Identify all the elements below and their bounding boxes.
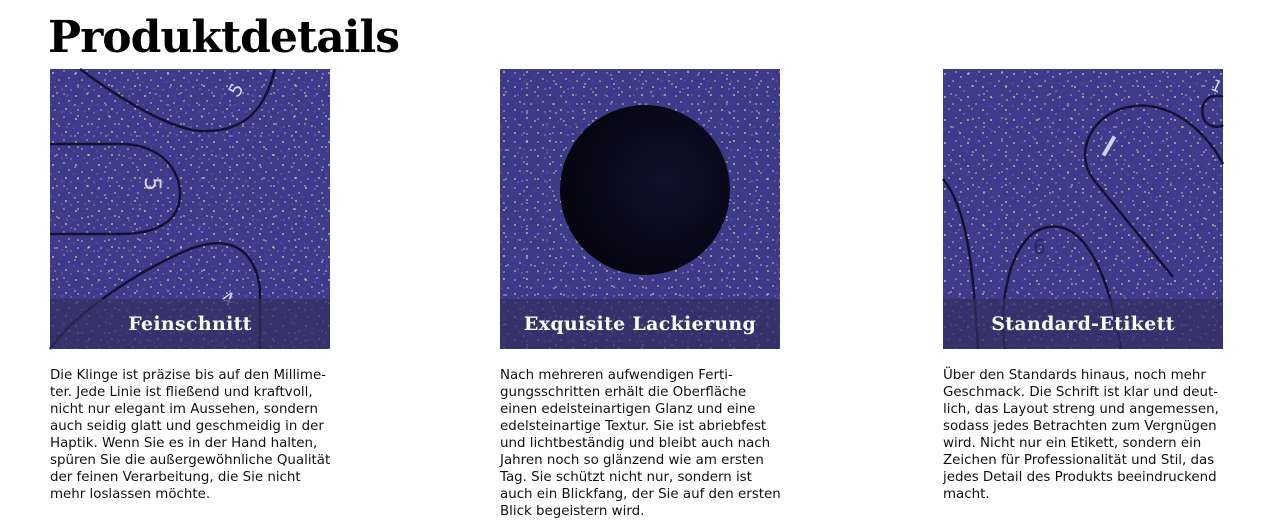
lacquer-caption-bar [500, 299, 780, 349]
fine-cut-caption: Feinschnitt [128, 313, 252, 335]
fine-cut-mark-2: 5 [139, 177, 164, 191]
product-detail-card-label [943, 69, 1226, 503]
label-photo [943, 69, 1226, 349]
lacquer-caption: Exquisite Lackierung [523, 313, 757, 335]
label-mark-2: 6 [1033, 235, 1046, 259]
label-caption-bar [943, 299, 1223, 349]
lacquer-photo [500, 69, 780, 349]
fine-cut-photo [50, 69, 330, 349]
label-mark-1: 1 [1207, 75, 1226, 97]
label-description: Über den Standards hinaus, noch mehr Geschmack. Die Schrift ist klar und deut- lich, das Layout streng und angemessen, sodass jedes Betrachten zum Vergnügen wird. Nicht nur ein Etikett, sondern ein Zeichen für Professionalität und Stil, das jedes Detail des Produkts beeindruckend macht. [943, 368, 1219, 502]
product-detail-card-fine-cut [50, 69, 330, 503]
page-title: Produktdetails [48, 12, 399, 63]
lacquer-description: Nach mehreren aufwendigen Ferti- gungsschritten erhält die Oberfläche einen edelsteinartigen Glanz und eine edelsteinartige Textur. Sie ist abriebfest und lichtbeständig und bleibt auch nach Jahren noch so glänzend wie am ersten Tag. Sie schützt nicht nur, sondern ist auch ein Blickfang, der Sie auf den ersten Blick begeistern wird. [500, 368, 781, 519]
fine-cut-caption-bar [50, 299, 330, 349]
fine-cut-description: Die Klinge ist präzise bis auf den Millime- ter. Jede Linie ist fließend und kraftvoll, nicht nur elegant im Aussehen, sondern auch seidig glatt und geschmeidig in der Haptik. Wenn Sie es in der Hand halten, spüren Sie die außergewöhnliche Qualität der feinen Verarbeitung, die Sie nicht mehr loslassen möchte. [50, 368, 331, 502]
product-detail-card-lacquer [500, 69, 780, 520]
fine-cut-mark-1: 5 [224, 79, 249, 101]
label-caption: Standard-Etikett [991, 313, 1175, 335]
